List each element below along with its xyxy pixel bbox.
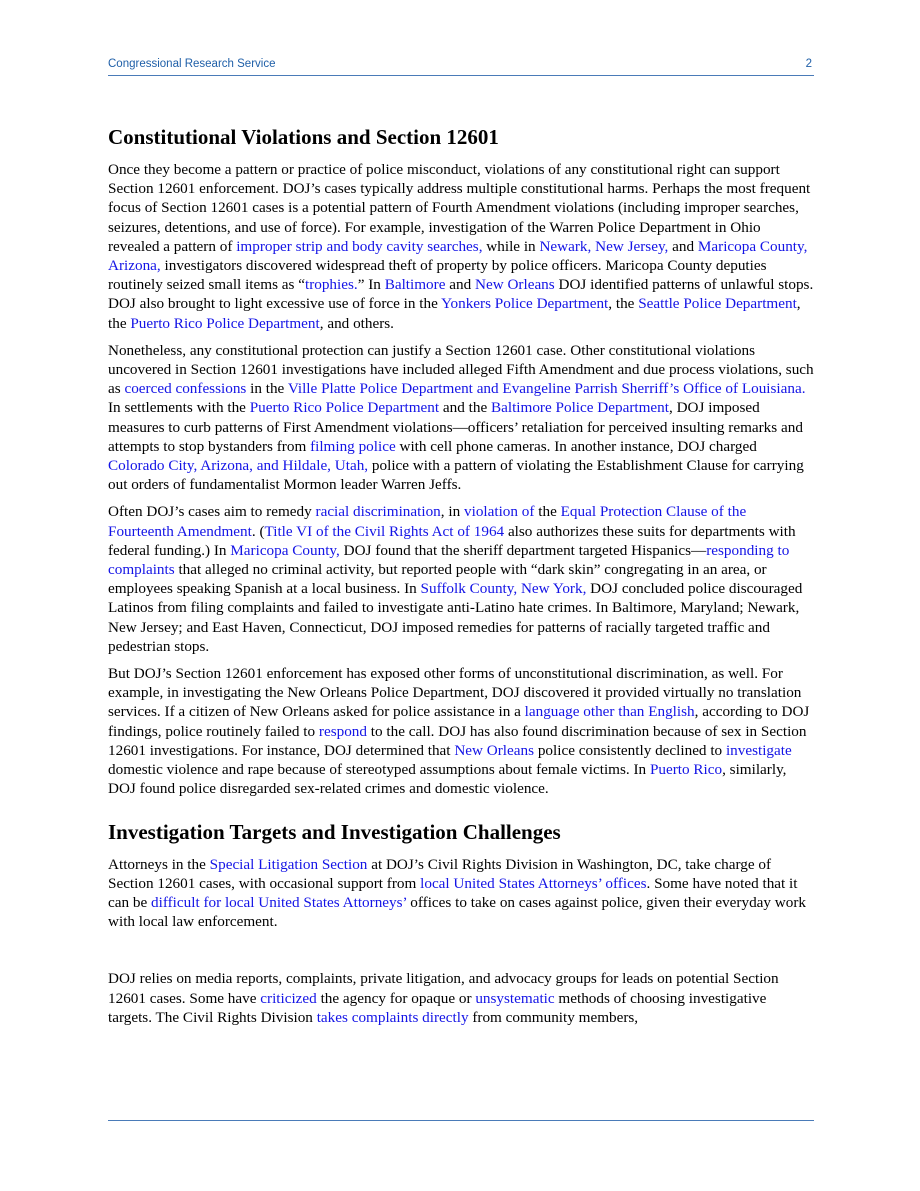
text: , according to DOJ findings, police routinely failed to	[108, 703, 810, 740]
text: investigators discovered widespread theft of property by police officers. Maricopa County deputies routinely seized small items as “	[108, 257, 767, 294]
paragraph-leads	[108, 969, 814, 1027]
link-unsystematic[interactable]: unsystematic	[475, 989, 555, 1007]
text: methods of choosing investigative targets. The Civil Rights Division	[108, 989, 767, 1026]
paragraph-other-violations	[108, 341, 814, 495]
link-investigate[interactable]: investigate	[725, 741, 792, 759]
link-ville-platte[interactable]: Ville Platte Police Department and Evangeline Parrish Sherriff’s Office of Louisiana.	[287, 380, 806, 398]
link-difficult-for-local[interactable]: difficult for local United States Attorneys’	[151, 893, 407, 911]
text: and	[445, 276, 475, 294]
text: offices to take on cases against police, given their everyday work with local law enforcement.	[108, 893, 807, 931]
link-puerto-rico-pd-2[interactable]: Puerto Rico Police Department	[249, 399, 440, 417]
text: , the	[108, 295, 801, 332]
section-heading-investigation-targets: Investigation Targets and Investigation Challenges	[108, 819, 561, 844]
text: Nonetheless, any constitutional protection can justify a Section 12601 case. Other constitutional violations uncovered in Section 12601 investigations have included alleged Fifth Amendment and due process violations, such as	[108, 341, 814, 398]
text: DOJ relies on media reports, complaints, private litigation, and advocacy groups for leads on potential Section 12601 cases. Some have	[108, 970, 779, 1007]
text: police with a pattern of violating the Establishment Clause for carrying out orders of fundamentalist Mormon leader Warren Jeffs.	[108, 457, 804, 494]
section-heading-constitutional-violations: Constitutional Violations and Section 12601	[108, 125, 499, 149]
link-local-us-attorneys[interactable]: local United States Attorneys’ offices	[420, 874, 647, 892]
text: police consistently declined to	[534, 741, 726, 759]
link-equal-protection[interactable]: Equal Protection Clause of the Fourteenth Amendment	[108, 503, 747, 540]
text: , and others.	[319, 314, 394, 332]
link-maricopa[interactable]: Maricopa County, Arizona,	[108, 237, 808, 275]
text: . (	[251, 522, 265, 540]
link-strip-searches[interactable]: improper strip and body cavity searches,	[236, 237, 483, 255]
link-yonkers[interactable]: Yonkers Police Department	[441, 295, 609, 313]
text: , the	[608, 295, 639, 313]
link-violation-of[interactable]: violation of	[464, 503, 535, 521]
link-suffolk-county[interactable]: Suffolk County, New York,	[420, 580, 587, 598]
link-language[interactable]: language other than English	[524, 703, 695, 721]
page-header	[108, 58, 814, 76]
link-coerced-confessions[interactable]: coerced confessions	[124, 380, 247, 398]
link-respond[interactable]: respond	[318, 722, 367, 740]
text: DOJ concluded police discouraged Latinos from filing complaints and failed to investigate anti-Latino hate crimes. In Baltimore, Maryland; Newark, New Jersey; and East Haven, Connecticut, DOJ imposed remedies for patterns of racially targeted traffic and pedestrian stops.	[108, 580, 803, 655]
footer-rule	[108, 1120, 814, 1121]
link-new-orleans-2[interactable]: New Orleans	[454, 741, 535, 759]
text: from community members,	[468, 1008, 639, 1026]
text: to the call. DOJ has also found discrimination because of sex in Section 12601 investigations. For instance, DOJ determined that	[108, 722, 807, 759]
text: that alleged no criminal activity, but reported people with “dark skin” congregating in an area, or employees speaking Spanish at a local business. In	[108, 561, 767, 598]
text: and the	[439, 399, 491, 417]
text: and	[668, 237, 698, 255]
text: , DOJ imposed measures to curb patterns of First Amendment violations—officers’ retaliation for perceived insulting remarks and attempts to stop bystanders from	[108, 399, 803, 455]
paragraph-racial-discrimination	[108, 502, 814, 656]
link-responding-to-complaints[interactable]: responding to complaints	[108, 541, 790, 579]
link-newark[interactable]: Newark, New Jersey,	[539, 237, 669, 255]
link-trophies[interactable]: trophies.	[304, 276, 358, 294]
text: at DOJ’s Civil Rights Division in Washington, DC, take charge of Section 12601 cases, with occasional support from	[108, 855, 772, 892]
page-number: 2	[805, 58, 812, 70]
link-takes-complaints[interactable]: takes complaints directly	[316, 1008, 469, 1026]
link-colorado-city[interactable]: Colorado City, Arizona, and Hildale, Utah,	[108, 457, 369, 475]
header-org-name: Congressional Research Service	[108, 58, 276, 70]
text: domestic violence and rape because of stereotyped assumptions about female victims. In	[108, 761, 650, 779]
link-special-litigation[interactable]: Special Litigation Section	[209, 855, 368, 873]
text: In settlements with the	[108, 399, 250, 417]
text: while in	[482, 237, 540, 255]
text: , in	[440, 503, 464, 521]
link-filming-police[interactable]: filming police	[310, 437, 396, 455]
link-puerto-rico[interactable]: Puerto Rico	[649, 761, 723, 779]
text: Often DOJ’s cases aim to remedy	[108, 503, 316, 521]
text: the	[534, 503, 561, 521]
text: ” In	[357, 276, 385, 294]
text: the agency for opaque or	[316, 989, 476, 1007]
text: in the	[246, 380, 288, 398]
link-new-orleans[interactable]: New Orleans	[474, 276, 555, 294]
link-title-vi[interactable]: Title VI of the Civil Rights Act of 1964	[264, 522, 505, 540]
document-body	[108, 124, 814, 1035]
text: DOJ found that the sheriff department targeted Hispanics—	[339, 541, 707, 559]
link-baltimore-pd[interactable]: Baltimore Police Department	[491, 399, 669, 417]
text: . Some have noted that it can be	[108, 874, 798, 911]
text: , similarly, DOJ found police disregarded sex-related crimes and domestic violence.	[108, 761, 787, 798]
link-racial-discrimination[interactable]: racial discrimination	[315, 503, 441, 521]
text: also authorizes these suits for departments with federal funding.) In	[108, 522, 796, 559]
paragraph-other-discrimination	[108, 664, 814, 798]
link-seattle[interactable]: Seattle Police Department	[638, 295, 797, 313]
paragraph-attorneys	[108, 855, 814, 932]
text: But DOJ’s Section 12601 enforcement has exposed other forms of unconstitutional discrimination, as well. For example, in investigating the New Orleans Police Department, DOJ discovered it provided virtually no translation services. If a citizen of New Orleans asked for police assistance in a	[108, 665, 802, 721]
text: Attorneys in the	[108, 855, 210, 873]
link-criticized[interactable]: criticized	[260, 989, 317, 1007]
text: with cell phone cameras. In another instance, DOJ charged	[395, 437, 757, 455]
link-maricopa-2[interactable]: Maricopa County,	[230, 541, 340, 559]
paragraph-fourth-amendment	[108, 160, 814, 333]
text: DOJ identified patterns of unlawful stops. DOJ also brought to light excessive use of force in the	[108, 276, 814, 313]
link-baltimore[interactable]: Baltimore	[384, 276, 446, 294]
link-puerto-rico-pd[interactable]: Puerto Rico Police Department	[130, 314, 320, 332]
text: Once they become a pattern or practice of police misconduct, violations of any constitutional right can support Section 12601 enforcement. DOJ’s cases typically address multiple constitutional harms. Perhaps the most frequent focus of Section 12601 cases is a potential pattern of Fourth Amendment violations (including improper searches, seizures, detentions, and use of force). For example, investigation of the Warren Police Department in Ohio revealed a pattern of	[108, 161, 811, 255]
